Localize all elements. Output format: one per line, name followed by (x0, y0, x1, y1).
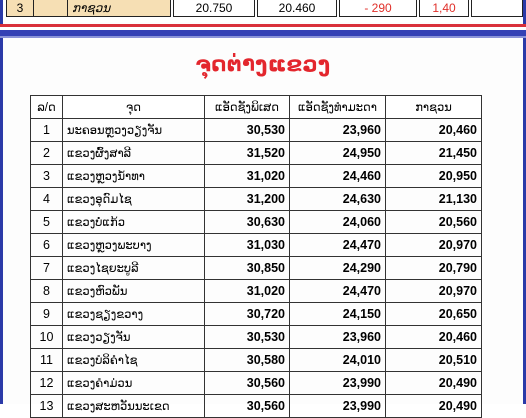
row-regular-price: 23,960 (290, 119, 386, 142)
row-diesel-price: 20,970 (386, 280, 482, 303)
row-regular-price: 24,630 (290, 188, 386, 211)
row-special-price: 30,720 (205, 303, 290, 326)
row-place: ແຂວງຄຳມ່ວນ (63, 372, 205, 395)
page-title: ຈຸດຕ່າງແຂວງ (195, 52, 331, 76)
row-number: 8 (31, 280, 63, 303)
row-regular-price: 24,290 (290, 257, 386, 280)
header-diesel: ກາຊວນ (386, 96, 482, 119)
row-special-price: 30,850 (205, 257, 290, 280)
row-regular-price: 24,460 (290, 165, 386, 188)
row-place: ແຂວງຫຼວງພະບາງ (63, 234, 205, 257)
row-place: ນະຄອນຫຼວງວຽງຈັນ (63, 119, 205, 142)
table-row (31, 234, 482, 257)
row-special-price: 31,020 (205, 165, 290, 188)
row-number: 1 (31, 119, 63, 142)
row-place: ແຂວງໄຊຍະບູລີ (63, 257, 205, 280)
header-place: ຈຸດ (63, 96, 205, 119)
row-number: 3 (31, 165, 63, 188)
row-place: ແຂວງອຸດົມໄຊ (63, 188, 205, 211)
row-special-price: 31,030 (205, 234, 290, 257)
table-row (31, 395, 482, 418)
row-number: 13 (31, 395, 63, 418)
row-number: 12 (31, 372, 63, 395)
row-regular-price: 24,470 (290, 234, 386, 257)
table-header-row (31, 96, 482, 119)
row-number: 11 (31, 349, 63, 372)
row-special-price: 30,580 (205, 349, 290, 372)
price-table (30, 95, 482, 418)
row-diesel-price: 20,560 (386, 211, 482, 234)
table-row (31, 211, 482, 234)
table-row (31, 165, 482, 188)
row-diesel-price: 21,450 (386, 142, 482, 165)
header-no: ລ/ດ (31, 96, 63, 119)
table-row (31, 326, 482, 349)
row-special-price: 30,530 (205, 119, 290, 142)
table-row (31, 188, 482, 211)
row-regular-price: 24,060 (290, 211, 386, 234)
table-row (31, 142, 482, 165)
header-special: ແອັດຊັງພິເສດ (205, 96, 290, 119)
row-place: ແຂວງຫົວພັນ (63, 280, 205, 303)
summary-index: 3 (6, 0, 34, 17)
table-row (31, 372, 482, 395)
summary-percent: 1,40 (419, 0, 469, 17)
row-special-price: 30,530 (205, 326, 290, 349)
row-diesel-price: 20,490 (386, 372, 482, 395)
row-regular-price: 23,990 (290, 395, 386, 418)
summary-gap (34, 0, 67, 17)
row-diesel-price: 20,460 (386, 119, 482, 142)
row-place: ແຂວງຫຼວງນ້ຳທາ (63, 165, 205, 188)
row-regular-price: 23,990 (290, 372, 386, 395)
row-diesel-price: 20,510 (386, 349, 482, 372)
row-regular-price: 24,470 (290, 280, 386, 303)
row-number: 5 (31, 211, 63, 234)
row-number: 2 (31, 142, 63, 165)
row-place: ແຂວງບໍລິຄຳໄຊ (63, 349, 205, 372)
header-regular: ແອັດຊັງທຳມະດາ (290, 96, 386, 119)
row-regular-price: 23,960 (290, 326, 386, 349)
row-special-price: 30,560 (205, 395, 290, 418)
row-diesel-price: 20,950 (386, 165, 482, 188)
row-number: 9 (31, 303, 63, 326)
row-special-price: 31,020 (205, 280, 290, 303)
table-row (31, 303, 482, 326)
row-number: 6 (31, 234, 63, 257)
row-special-price: 30,560 (205, 372, 290, 395)
row-diesel-price: 20,460 (386, 326, 482, 349)
summary-name: ກາຊວນ (67, 0, 171, 17)
summary-value-1: 20.750 (173, 0, 255, 17)
summary-strip (3, 0, 523, 22)
row-number: 4 (31, 188, 63, 211)
summary-blank-cell (471, 0, 523, 17)
divider-blue-light (0, 36, 526, 38)
row-regular-price: 24,950 (290, 142, 386, 165)
row-regular-price: 24,150 (290, 303, 386, 326)
row-regular-price: 24,010 (290, 349, 386, 372)
row-place: ແຂວງສະຫວັນນະເຂດ (63, 395, 205, 418)
row-number: 10 (31, 326, 63, 349)
row-place: ແຂວງວຽງຈັນ (63, 326, 205, 349)
row-place: ແຂວງຜົ້ງສາລີ (63, 142, 205, 165)
table-row (31, 119, 482, 142)
row-diesel-price: 20,650 (386, 303, 482, 326)
row-special-price: 31,520 (205, 142, 290, 165)
summary-difference: - 290 (339, 0, 417, 17)
table-row (31, 280, 482, 303)
row-diesel-price: 20,970 (386, 234, 482, 257)
row-number: 7 (31, 257, 63, 280)
row-place: ແຂວງບໍ່ແກ້ວ (63, 211, 205, 234)
row-diesel-price: 20,790 (386, 257, 482, 280)
table-row (31, 257, 482, 280)
row-place: ແຂວງຊຽງຂວາງ (63, 303, 205, 326)
row-diesel-price: 20,490 (386, 395, 482, 418)
row-special-price: 30,630 (205, 211, 290, 234)
summary-value-2: 20.460 (257, 0, 337, 17)
row-diesel-price: 21,130 (386, 188, 482, 211)
table-row (31, 349, 482, 372)
row-special-price: 31,200 (205, 188, 290, 211)
